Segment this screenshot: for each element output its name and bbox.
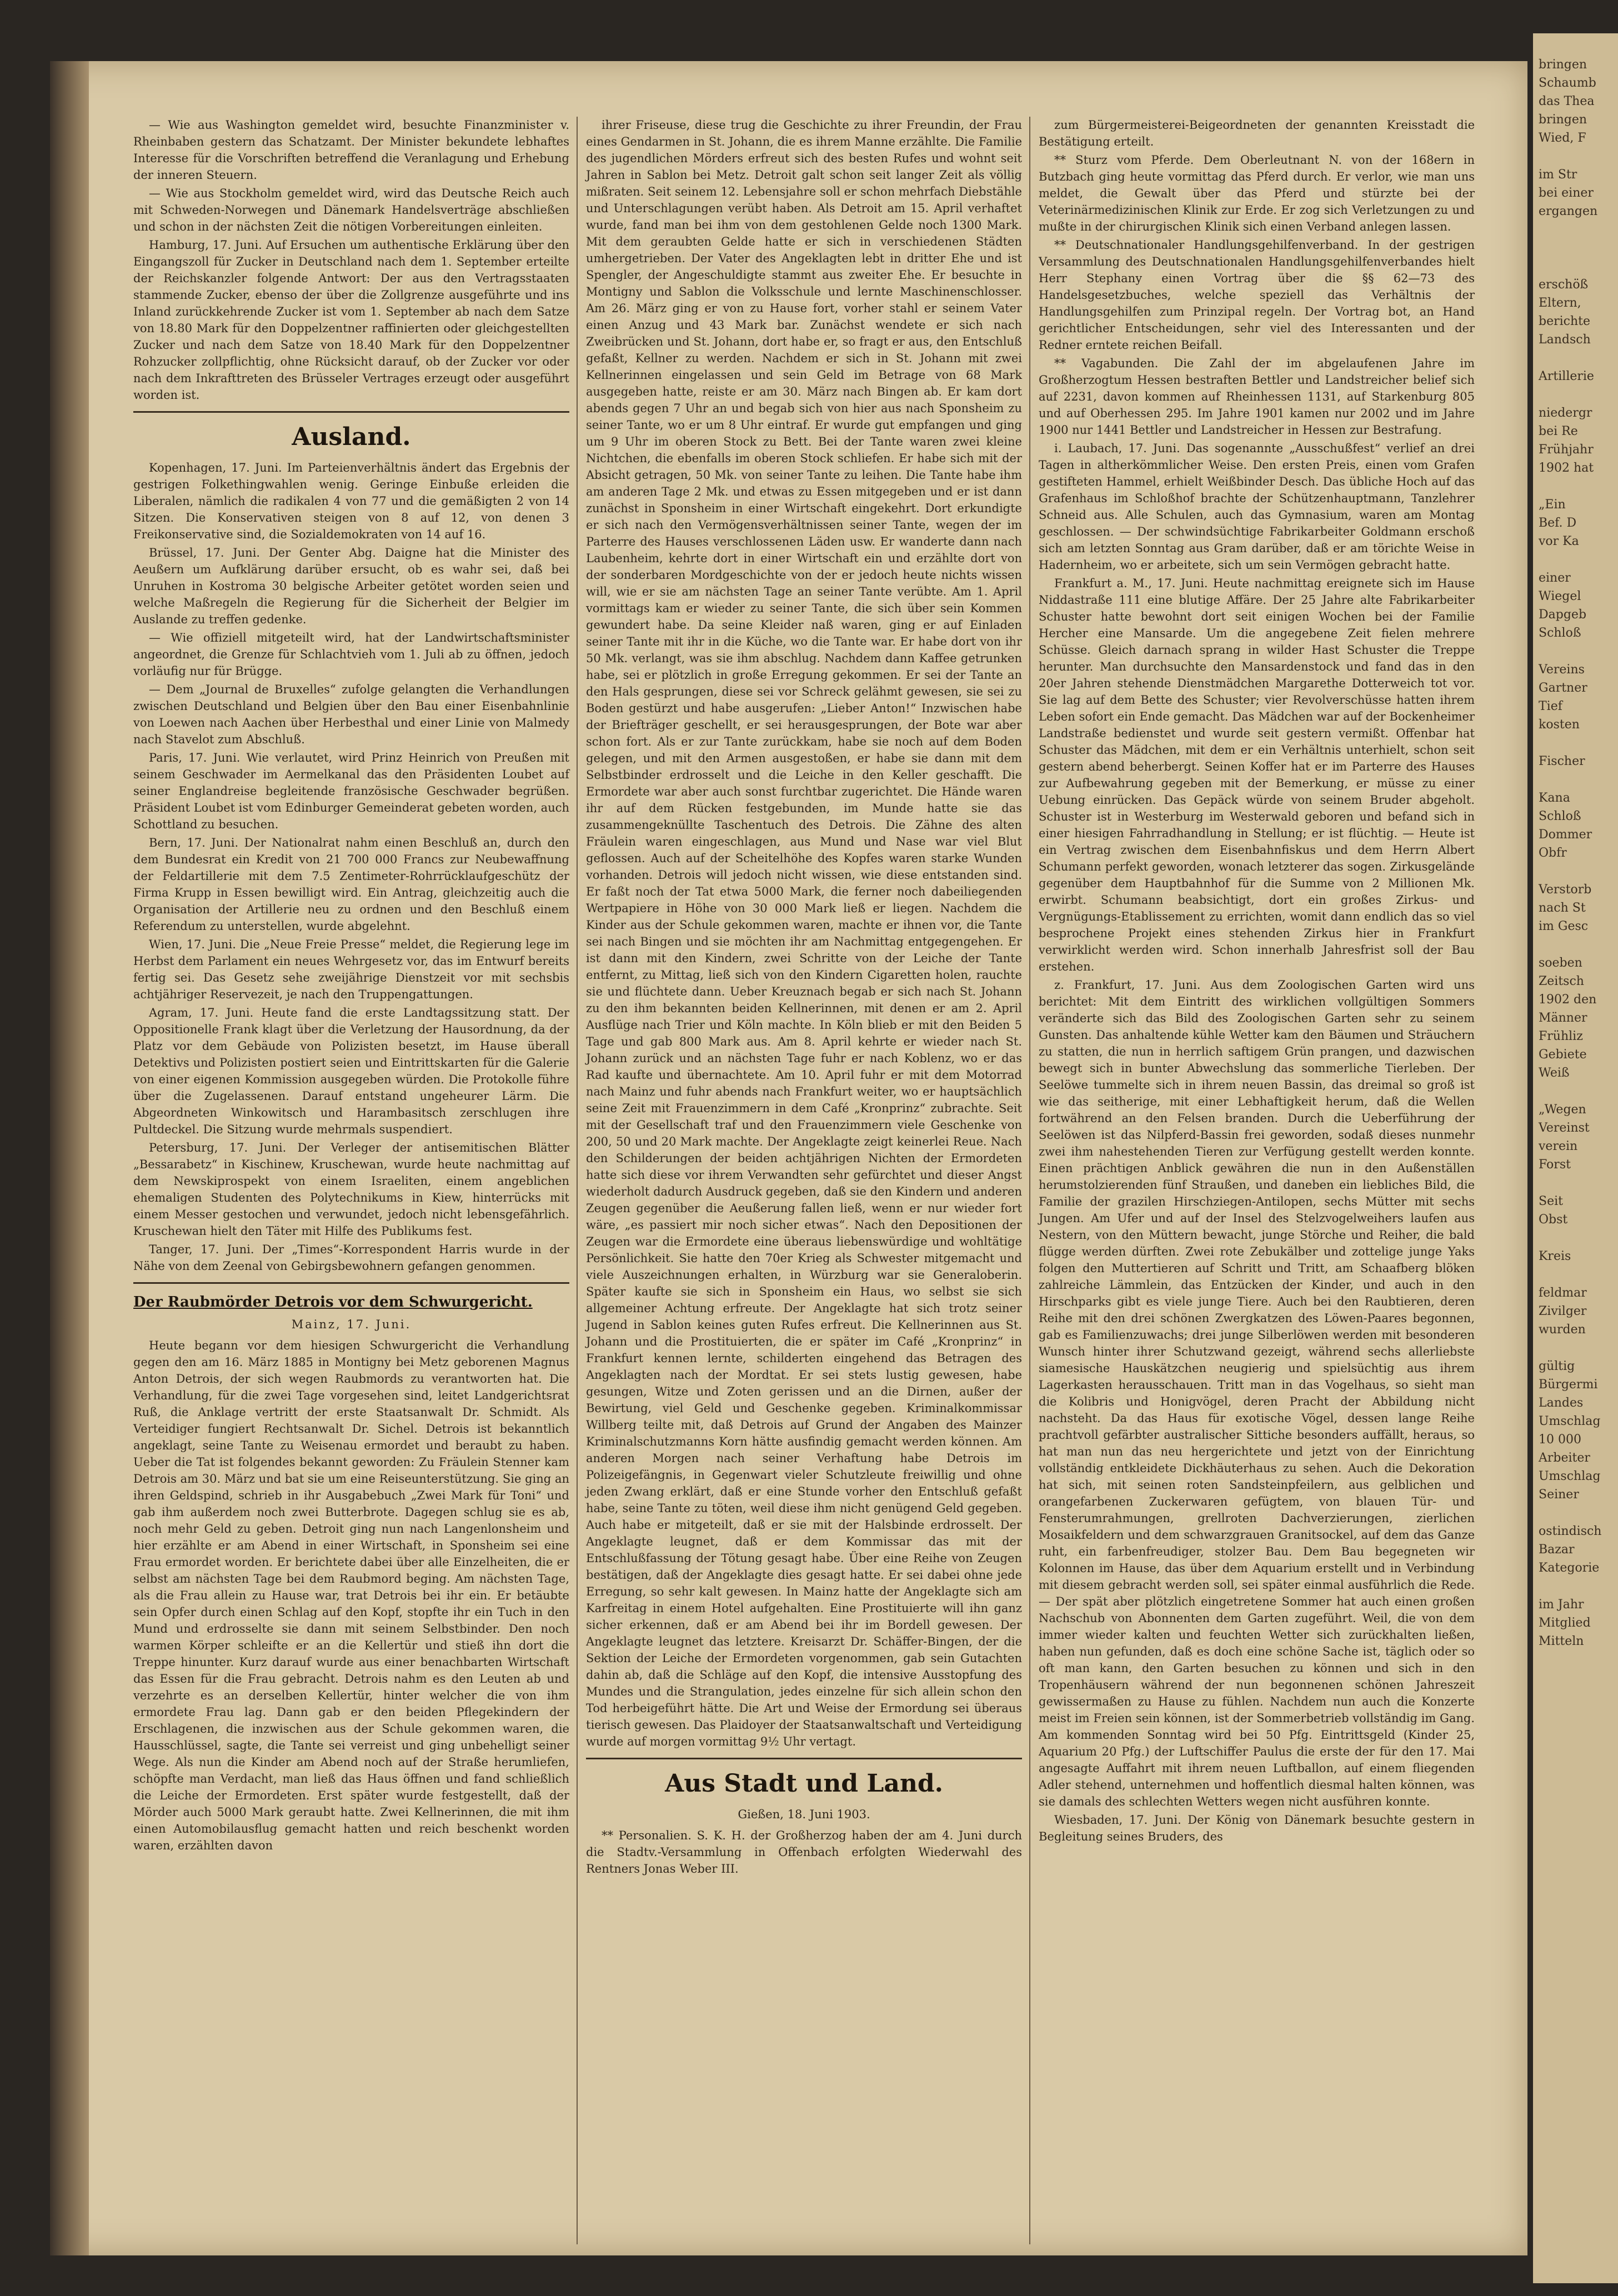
ausland-paragraph: — Wie offiziell mitgeteilt wird, hat der Landwirtschaftsminister angeordnet, die Grenze für Schlachtvieh vom 1. Juli ab zu öffnen, jedoch vorläufig nur für Brügge.: [133, 631, 569, 678]
adjacent-page-fragment: 10 000: [1539, 1433, 1581, 1447]
adjacent-page-fragment: Landes: [1539, 1396, 1584, 1410]
adjacent-page-fragment: Kreis: [1539, 1249, 1571, 1263]
adjacent-page-fragment: ostindisch: [1539, 1524, 1602, 1538]
ausland-paragraph: Kopenhagen, 17. Juni. Im Parteienverhältnis ändert das Ergebnis der gestrigen Folkethingwahlen wenig. Geringe Einbuße erleiden die Liberalen, nämlich die radikalen 4 von 77 und die gemäßigten 2 von 14 Sitzen. Die Konservativen steigen von 8 auf 12, von denen 3 Freikonservative sind, die Sozialdemokraten von 14 auf 16.: [133, 461, 569, 541]
adjacent-page-fragment: Dommer: [1539, 828, 1592, 842]
adjacent-page-fragment: [1533, 1229, 1618, 1247]
adjacent-page-fragment: [1533, 936, 1618, 954]
adjacent-page-fragment: Mitteln: [1539, 1634, 1584, 1648]
ausland-paragraph: Petersburg, 17. Juni. Der Verleger der antisemitischen Blätter „Bessarabetz“ in Kischinew, Kruschewan, wurde heute nachmittag auf dem Newskiprospekt von einem Israeliten, einem angeblichen ehemaligen Studenten des Polytechnikums in Kiew, hinterrücks mit einem Messer gestochen und verwundet, jedoch nicht lebensgefährlich. Kruschewan hielt den Täter mit Hilfe des Publikums fest.: [133, 1141, 569, 1238]
article-paragraph: ihrer Friseuse, diese trug die Geschichte zu ihrer Freundin, der Frau eines Gendarmen in St. Johann, die es ihrem Manne erzählte. Die Familie des jugendlichen Mörders erfreut sich des besten Rufes und wohnt seit Jahren in Sablon bei Metz. Detroit galt schon seit langer Zeit als völlig mißraten. Seit seinem 12. Lebensjahre soll er schon mehrfach Diebstähle und Unterschlagungen verübt haben. Als Detroit am 15. April verhaftet wurde, fand man bei ihm von dem gestohlenen Gelde noch 1300 Mark. Mit dem geraubten Gelde hatte er sich in verschiedenen Städten umhergetrieben. Der Vater des Angeklagten lebt in dritter Ehe und ist Spengler, der Angeschuldigte stammt aus zweiter Ehe. Er besuchte in Montigny und Sablon die Volksschule und lernte Maschinenschlosser. Am 26. März ging er von zu Hause fort, vorher stahl er seinem Vater einen Anzug und 43 Mark bar. Zunächst wendete er sich nach Zweibrücken und St. Johann, dort habe er, so fragt er aus, den Entschluß gefaßt, Kellner zu werden. Nachdem er sich in St. Johann mit zwei Kellnerinnen eingelassen und sein Geld im Betrage von 68 Mark ausgegeben hatte, reiste er am 30. März nach Bingen ab. Er kam dort abends gegen 7 Uhr an und begab sich von hier aus nach Sponsheim zu seiner Tante, wo er um 8 Uhr eintraf. Er wurde gut empfangen und ging um 9 Uhr im oberen Stock zu Bett. Bei der Tante waren zwei kleine Nichtchen, die ebenfalls im oberen Stock schliefen. Er habe sich mit der Absicht getragen, 50 Mk. von seiner Tante zu leihen. Die Tante habe ihm am anderen Tage 2 Mk. und etwas zu Essen mitgegeben und er ist dann zunächst in Sponsheim in einer Wirtschaft eingekehrt. Dort erkundigte er sich nach den Vermögensverhältnissen seiner Tante, wegen der im Parterre des Hauses verschlossenen Läden usw. Er wanderte dann nach Laubenheim, kehrte dort in einer Wirtschaft ein und erzählte dort von der sonderbaren Mordgeschichte von der er jedoch heute nichts wissen will, wie er sie am nächsten Tage an seiner Tante verübte. Am 1. April vormittags kam er wieder zu seiner Tante, die sich über sein Kommen gewundert habe. Da seine Kleider naß waren, ging er auf Einladen seiner Tante mit ihr in die Küche, wo die Tante war. Er habe dort von ihr 50 Mk. verlangt, was sie ihm abschlug. Nachdem dann Kaffee getrunken habe, sei er plötzlich in große Erregung gekommen. Er sei der Tante an den Hals gesprungen, diese sei vor Schreck gelähmt gewesen, sie sei zu Boden gestürzt und habe ausgerufen: „Lieber Anton!“ Inzwischen habe der Briefträger geschellt, er sei herausgesprungen, der Bote war aber schon fort. Als er zur Tante zurückkam, habe sie noch auf dem Boden gelegen, und mit den Armen ausgestoßen, er habe sie dann mit dem Selbstbinder erdrosselt und die Leiche in den Keller geschafft. Die Ermordete war aber auch sonst furchtbar zugerichtet. Die Hände waren ihr auf dem Rücken festgebunden, im Munde hatte sie das zusammengeknüllte Taschentuch des Detrois. Die Zähne des alten Fräulein waren eingeschlagen, aus Mund und Nase war viel Blut geflossen. Auch auf der Scheitelhöhe des Kopfes waren starke Wunden vorhanden. Detrois will jedoch nicht wissen, wie diese entstanden sind. Er faßt noch der Tat etwa 5000 Mark, die ferner noch dabeiliegenden Wertpapiere in Höhe von 30 000 Mark ließ er liegen. Nachdem die Kinder aus der Schule gekommen waren, machte er ihnen vor, die Tante sei nach Bingen und sie möchten ihr am Nachmittag entgegengehen. Er ist dann mit den Kindern, zwei Schritte von der Leiche der Tante entfernt, zu Mittag, ließ sich von den Kindern Cigaretten holen, rauchte sie und flüchtete dann. Ueber Kreuznach begab er sich nach St. Johann zu den ihm bekannten beiden Kellnerinnen, mit denen er am 2. April Ausflüge nach Trier und Köln machte. In Köln blieb er mit den Beiden 5 Tage und gab 800 Mark aus. Am 8. April kehrte er wieder nach St. Johann zurück und an nächsten Tage fuhr er nach Koblenz, wo er das Rad kaufte und übernachtete. Am 10. April fuhr er mit dem Motorrad nach Mainz und fuhr abends nach Frankfurt weiter, wo er hauptsächlich seine Zeit mit Frauenzimmern in dem Café „Kronprinz“ zubrachte. Seit mit der Gesellschaft traf und den Frauenzimmern viele Geschenke von 200, 50 und 20 Mark machte. Der Angeklagte zeigt keinerlei Reue. Nach den Schilderungen der beiden achtjährigen Nichten der Ermordeten hatte sich diese vor ihrem Verwandten sehr gefürchtet und dieser Angst wiederholt dadurch Ausdruck gegeben, daß sie den Kindern und anderen Zeugen gegenüber die Aeußerung fallen ließ, wenn er nur wieder fort wäre, „es passiert mir noch sicher etwas“. Nach den Depositionen der Zeugen war die Ermordete eine überaus liebenswürdige und wohltätige Persönlichkeit. Sie hatte den 70er Krieg als Schwester mitgemacht und viele Auszeichnungen erhalten, in Würzburg war sie Generaloberin. Später kaufte sie sich in Sponsheim ein Haus, wo selbst sie sich allgemeiner Achtung erfreute. Der Angeklagte hat sich trotz seiner Jugend in Sablon keines guten Rufes erfreut. Die Kellnerinnen aus St. Johann und die Prostituierten, die er später im Café „Kronprinz“ in Frankfurt kennen lernte, schilderten eingehend das Betragen des Angeklagten nach der Mordtat. Er sei stets lustig gewesen, habe gesungen, Witze und Zoten gerissen und an die Dirnen, außer der Bewirtung, viel Geld und Geschenke gegeben. Kriminalkommissar Willberg teilte mit, daß Detrois auf Grund der Angaben des Mainzer Kriminalschutzmanns Korn hätte ausfindig gemacht werden können. Am anderen Morgen nach seiner Verhaftung habe Detrois im Polizeigefängnis, in Gegenwart vieler Schutzleute freiwillig und ohne jeden Zwang erklärt, daß er eine Stunde vorher den Entschluß gefaßt habe, seine Tante zu töten, weil diese ihm nicht genügend Geld gegeben. Auch habe er mitgeteilt, daß er sie mit der Halsbinde erdrosselt. Der Angeklagte leugnet, daß er dem Kommissar das mit der Entschlußfassung der Tötung gesagt habe. Über eine Reihe von Zeugen bestätigen, daß der Angeklagte dies gesagt hatte. Er sei dabei ohne jede Erregung, so sehr kalt gewesen. In Mainz hatte der Angeklagte sich am Karfreitag in einem Hotel aufgehalten. Eine Prostituierte will ihn ganz sicher erkennen, daß er am Abend bei ihr im Bordell gewesen. Der Angeklagte leugnet das letztere. Kreisarzt Dr. Schäffer-Bingen, der die Sektion der Leiche der Ermordeten vorgenommen, gab sein Gutachten dahin ab, daß die Schläge auf den Kopf, die intensive Ausstopfung des Mundes und die Strangulation, jedes einzelne für sich allein schon den Tod herbeigeführt hätte. Die Art und Weise der Ermordung sei überaus tierisch gewesen. Das Plaidoyer der Staatsanwaltschaft und Verteidigung wurde auf morgen vormittag 9½ Uhr vertagt.: [586, 118, 1022, 1748]
local-paragraph: ** Sturz vom Pferde. Dem Oberleutnant N. von der 168ern in Butzbach ging heute vormittag das Pferd durch. Er verlor, wie man uns meldet, die Gewalt über das Pferd und stürzte bei der Veterinärmedizinischen Klinik zur Erde. Er zog sich Verletzungen zu und mußte in der chirurgischen Klinik sich einen Verband anlegen lassen.: [1039, 153, 1475, 233]
adjacent-page-fragment: Vereinst: [1539, 1121, 1590, 1135]
adjacent-page-fragment: Obst: [1539, 1213, 1568, 1227]
adjacent-page-fragment: feldmar: [1539, 1286, 1587, 1300]
adjacent-page-fragment: [1533, 862, 1618, 881]
ausland-section: [133, 459, 569, 1274]
adjacent-page-fragment: bei Re: [1539, 424, 1578, 438]
adjacent-page-fragment: Wied, F: [1539, 131, 1586, 145]
adjacent-page-fragment: Weiß: [1539, 1066, 1570, 1080]
ausland-heading: Ausland.: [292, 423, 411, 451]
ausland-paragraph: Wien, 17. Juni. Die „Neue Freie Presse“ meldet, die Regierung lege im Herbst dem Parlament ein neues Wehrgesetz vor, das im Entwurf bereits fertig sei. Das Gesetz sehe zweijährige Dienstzeit vor mit sechsbis achtjähriger Reservezeit, je nach den Truppengattungen.: [133, 938, 569, 1001]
ausland-paragraph: Bern, 17. Juni. Der Nationalrat nahm einen Beschluß an, durch den dem Bundesrat ein Kredit von 21 700 000 Francs zur Neubewaffnung der Feldartillerie mit dem 7.5 Zentimeter-Rohrrücklaufgeschütz der Firma Krupp in Essen bewilligt wird. Ein Antrag, gleichzeitig auch die Organisation der Artillerie neu zu ordnen und den Beschluß einem Referendum zu unterstellen, wurde abgelehnt.: [133, 836, 569, 933]
ausland-paragraph: Paris, 17. Juni. Wie verlautet, wird Prinz Heinrich von Preußen mit seinem Geschwader im Aermelkanal das den Präsidenten Loubet auf seiner Englandreise begleitende französische Geschwader begrüßen. Präsident Loubet ist vom Edinburger Gemeinderat gebeten worden, auch Schottland zu besuchen.: [133, 751, 569, 831]
column-1-top-news: [133, 117, 569, 403]
local-paragraph: Frankfurt a. M., 17. Juni. Heute nachmittag ereignete sich im Hause Niddastraße 111 eine blutige Affäre. Der 25 Jahre alte Fabrikarbeiter Schuster hatte bewohnt dort seit einigen Wochen bei der Familie Hercher eine Mansarde. Um die angegebene Zeit fielen mehrere Schüsse. Gleich darnach sprang in wilder Hast Schuster die Treppe herunter. Man durchsuchte den Mansardenstock und fand das in den 20er Jahren stehende Dienstmädchen Margarethe Dotterweich tot vor. Sie lag auf dem Bette des Schuster; vier Revolverschüsse hatten ihrem Leben sofort ein Ende gemacht. Das Mädchen war auf der Bockenheimer Landstraße bedienstet und wurde seit gestern vermißt. Offenbar hat Schuster das Mädchen, mit dem er ein Verhältnis unterhielt, schon seit gestern abend beherbergt. Seinen Koffer hat er im Parterre des Hauses zur Aufbewahrung gegeben mit der Bemerkung, er müsse zu einer Uebung einrücken. Das Gepäck würde von seinem Bruder abgeholt. Schuster ist in Westerburg im Westerwald geboren und befand sich in einer hiesigen Fahrradhandlung in Stellung; er ist flüchtig. — Heute ist ein Vertrag zwischen dem Eisenbahnfiskus und dem Herrn Albert Schumann perfekt geworden, wonach letzterer das sogen. Zirkusgelände gegenüber dem Hauptbahnhof für die Summe von 2 Millionen Mk. erwirbt. Schumann beabsichtigt, dort ein großes Zirkus- und Vergnügungs-Etablissement zu errichten, womit dann endlich das so viel besprochene Projekt eines stehenden Zirkus hier in Frankfurt verwirklicht werden wird. Schon innerhalb Jahresfrist soll der Bau erstehen.: [1039, 577, 1475, 973]
adjacent-page-fragment: bringen: [1539, 58, 1587, 72]
adjacent-page-text: [1533, 33, 1618, 1650]
news-paragraph: — Wie aus Washington gemeldet wird, besuchte Finanzminister v. Rheinbaben gestern das Schatzamt. Der Minister bekundete lebhaftes Interesse für die Vorschriften betreffend die Veranlagung und Erhebung der inneren Steuern.: [133, 118, 569, 182]
adjacent-page-fragment: vor Ka: [1539, 534, 1579, 548]
stadt-und-land-section: [586, 1827, 1022, 1877]
section-rule: [133, 411, 569, 413]
adjacent-page-fragment: im Jahr: [1539, 1598, 1584, 1612]
adjacent-page-fragment: soeben: [1539, 956, 1582, 970]
adjacent-page-fragment: [1533, 1265, 1618, 1284]
adjacent-page-fragment: [1533, 477, 1618, 496]
adjacent-page-fragment: Kana: [1539, 791, 1570, 805]
adjacent-page-fragment: das Thea: [1539, 94, 1595, 108]
adjacent-page-fragment: Fischer: [1539, 754, 1585, 768]
adjacent-page-fragment: [1533, 1339, 1618, 1357]
adjacent-page-fragment: bringen: [1539, 113, 1587, 127]
adjacent-page-fragment: Schloß: [1539, 809, 1581, 823]
adjacent-page-fragment: im Str: [1539, 168, 1577, 182]
adjacent-page-fragment: [1533, 771, 1618, 789]
adjacent-page-fragment: Seit: [1539, 1194, 1563, 1208]
column-divider-2: [1029, 117, 1030, 2244]
news-paragraph: Hamburg, 17. Juni. Auf Ersuchen um authentische Erklärung über den Eingangszoll für Zucker in Deutschland nach dem 1. September erteilte der Reichskanzler folgende Antwort: Der aus den Vertragsstaaten stammende Zucker, ebenso der über die Zollgrenze ausgeführte und ins Inland zurückkehrende Zucker ist vom 1. September ab nach dem Satze von 18.80 Mark für den Doppelzentner raffinierten oder gleichgestellten Zucker und nach dem Satze von 18.40 Mark für den Doppelzentner Rohzucker zollpflichtig, ohne Rücksicht darauf, ob der Zucker vor oder nach dem Inkrafttreten des Brüsseler Vertrages erzeugt oder ausgeführt worden ist.: [133, 238, 569, 402]
adjacent-page-fragment: Bürgermi: [1539, 1378, 1598, 1392]
raubmoerder-heading: Der Raubmörder Detrois vor dem Schwurgericht.: [133, 1294, 533, 1310]
adjacent-page-fragment: [1533, 386, 1618, 404]
local-paragraph: Wiesbaden, 17. Juni. Der König von Dänemark besuchte gestern in Begleitung seines Bruders, des: [1039, 1813, 1475, 1843]
adjacent-page-fragment: Gartner: [1539, 681, 1587, 695]
adjacent-page-fragment: [1533, 1577, 1618, 1595]
ausland-paragraph: Brüssel, 17. Juni. Der Genter Abg. Daigne hat die Minister des Aeußern um Aufklärung darüber ersucht, ob es wahr sei, daß bei Unruhen in Kostroma 30 belgische Arbeiter getötet worden seien und welche Maßregeln die Regierung für die Sicherheit der Belgier im Auslande zu treffen gedenke.: [133, 546, 569, 626]
ausland-paragraph: — Dem „Journal de Bruxelles“ zufolge gelangten die Verhandlungen zwischen Deutschland und Belgien über den Bau einer Eisenbahnlinie von Loewen nach Aachen über Herbesthal und einer Linie von Malmedy nach Stavelot zum Abschluß.: [133, 683, 569, 746]
adjacent-page-fragment: [1533, 257, 1618, 276]
ausland-paragraph: Tanger, 17. Juni. Der „Times“-Korrespondent Harris wurde in der Nähe von dem Zeenal von Gebirgsbewohnern gefangen genommen.: [133, 1243, 569, 1273]
adjacent-page-fragment: [1533, 239, 1618, 257]
adjacent-page-fragment: Landsch: [1539, 333, 1591, 347]
adjacent-page-fragment: [1533, 642, 1618, 661]
article-paragraph: Heute begann vor dem hiesigen Schwurgericht die Verhandlung gegen den am 16. März 1885 in Montigny bei Metz geborenen Magnus Anton Detrois, der sich wegen Raubmords zu verantworten hat. Die Verhandlung, für die zwei Tage vorgesehen sind, leitet Landgerichtsrat Ruß, die Anklage vertritt der erste Staatsanwalt Dr. Schmidt. Als Verteidiger fungiert Rechtsanwalt Dr. Sichel. Detrois ist bekanntlich angeklagt, seine Tante zu Weisenau ermordet und beraubt zu haben. Ueber die Tat ist folgendes bekannt geworden: Zu Fräulein Stenner kam Detrois am 30. März und bat sie um eine Reiseunterstützung. Sie ging an ihren Geldspind, schrieb in ihr Ausgabebuch „Zwei Mark für Toni“ und gab ihm außerdem noch zwei Butterbrote. Dagegen schlug sie es ab, noch mehr Geld zu geben. Detroit ging nun nach Langenlonsheim und hier erzählte er am Abend in einer Wirtschaft, in Sponsheim sei eine Frau ermordet worden. Er berichtete dabei über alle Einzelheiten, die er selbst am nächsten Tage bei dem Raubmord beging. Am nächsten Tage, als die Frau allein zu Hause war, trat Detrois bei ihr ein. Er betäubte sein Opfer durch einen Schlag auf den Kopf, stopfte ihr ein Tuch in den Mund und erdrosselte sie dann mit seinem Selbstbinder. Den noch warmen Körper schleifte er an die Kellertür und stieß ihn dort die Treppe hinunter. Kurz darauf wurde aus einer benachbarten Wirtschaft das Essen für die Frau gebracht. Detrois nahm es den Leuten ab und verzehrte es an derselben Kellertür, hinter welcher die von ihm ermordete Frau lag. Dann gab er den beiden Pflegekindern der Erschlagenen, die inzwischen aus der Schule gekommen waren, die Hausschlüssel, sagte, die Tante sei verreist und ging unbehelligt seiner Wege. Als nun die Kinder am Abend noch auf der Straße herumliefen, schöpfte man Verdacht, man ließ das Haus öffnen und fand schließlich die Leiche der Ermordeten. Erst später wurde festgestellt, daß der Mörder auch 5000 Mark geraubt hatte. Zwei Kellnerinnen, die mit ihm einen Automobilausflug gemacht hatten und reich beschenkt worden waren, erzählten davon: [133, 1339, 569, 1852]
adjacent-page-edge: [1533, 33, 1618, 2283]
local-paragraph: zum Bürgermeisterei-Beigeordneten der genannten Kreisstadt die Bestätigung erteilt.: [1039, 118, 1475, 148]
adjacent-page-fragment: 1902 hat: [1539, 461, 1594, 475]
adjacent-page-fragment: kosten: [1539, 718, 1580, 732]
adjacent-page-fragment: [1533, 221, 1618, 239]
adjacent-page-fragment: 1902 den: [1539, 993, 1597, 1007]
column-1: [133, 117, 569, 1855]
adjacent-page-fragment: Vereins: [1539, 663, 1585, 677]
stadt-und-land-heading: Aus Stadt und Land.: [665, 1769, 943, 1798]
column-2: [586, 117, 1022, 1879]
book-binding-shadow: [50, 61, 89, 2255]
adjacent-page-fragment: erschöß: [1539, 278, 1589, 292]
adjacent-page-fragment: niedergr: [1539, 406, 1592, 420]
adjacent-page-fragment: Artillerie: [1539, 369, 1594, 383]
adjacent-page-fragment: Tief: [1539, 699, 1562, 713]
adjacent-page-fragment: Verstorb: [1539, 883, 1592, 897]
adjacent-page-fragment: [1533, 734, 1618, 752]
adjacent-page-fragment: [1533, 1174, 1618, 1192]
adjacent-page-fragment: Gebiete: [1539, 1048, 1587, 1062]
adjacent-page-fragment: Mitglied: [1539, 1616, 1591, 1630]
adjacent-page-fragment: Frühliz: [1539, 1029, 1583, 1043]
adjacent-page-fragment: Umschlag: [1539, 1414, 1601, 1428]
column-3: [1039, 117, 1475, 1847]
adjacent-page-fragment: Wiegel: [1539, 589, 1581, 603]
adjacent-page-fragment: Dapgeb: [1539, 608, 1587, 622]
adjacent-page-fragment: Männer: [1539, 1011, 1587, 1025]
newspaper-page: [50, 61, 1527, 2255]
section-rule: [586, 1758, 1022, 1759]
adjacent-page-fragment: [1533, 147, 1618, 166]
column-divider-1: [577, 117, 578, 2244]
adjacent-page-fragment: Bef. D: [1539, 516, 1577, 530]
local-paragraph: z. Frankfurt, 17. Juni. Aus dem Zoologischen Garten wird uns berichtet: Mit dem Eintritt des wirklichen vollgültigen Sommers veränderte sich das Bild des Zoologischen Garten sehr zu seinem Gunsten. Das anhaltende kühle Wetter kam den Bäumen und Sträuchern zu statten, die nun in herrlich saftigem Grün prangen, und dazwischen bewegt sich in bunter Abwechslung das sommerliche Tierleben. Der Seelöwe tummelte sich in ihrem neuen Bassin, das dreimal so groß ist wie das seitherige, mit einer Lebhaftigkeit herum, daß die Wellen fortwährend an den Felsen branden. Durch die Ueberführung der Seelöwen ist das Nilpferd-Bassin frei geworden, sodaß dieses nunmehr zwei ihm nahestehenden Tieren zur Verfügung gestellt werden konnte. Einen prächtigen Anblick gewähren die nun in den Außenställen herumstolzierenden fünf Straußen, und daneben ein liebliches Bild, die Familie der grazilen Hirschziegen-Antilopen, sechs Mütter mit sechs Jungen. Am Ufer und auf der Insel des Stelzvogelweihers laufen aus Nestern, von den Müttern bewacht, junge Störche und Reiher, die bald flügge werden dürften. Zwei rote Zebukälber und zottelige junge Yaks folgen den Muttertieren auf Schritt und Tritt, am Schaafberg blöken zahlreiche Lämmlein, das Entzücken der Kinder, und auch in den Hirschparks gibt es viele junge Tiere. Auch bei den Raubtieren, deren Reihe mit den drei schönen Zwergkatzen des Löwen-Paares begonnen, gab es Familienzuwachs; drei junge Silberlöwen werden mit besonderen Wunsch hinter ihrer Schutzwand gezeigt, während sechs allerliebste siamesische Hauskätzchen neugierig und spielsüchtig aus ihrem Lagerkasten herausschauen. Tritt man in das Vogelhaus, so sieht man die Kolibris und Honigvögel, deren Pracht der Abbildung nicht nachsteht. Da das Haus für exotische Vögel, dessen lange Reihe prachtvoll gefärbter australischer Sittiche besonders auffällt, heraus, so hat man nun das neu hergerichtete und jetzt von der Einrichtung vollständig entkleidete Dickhäuterhaus zu sehen. Auch die Dekoration hat sich, mit seinen roten Sandsteinpfeilern, aus gelblichen und orangefarbenen Zuckerwaren gefügtem, von blauen Tür- und Fensterumrahmungen, grellroten Dachverzierungen, zierlichen Mosaikfeldern und dem schwarzgrauen Granitsockel, auf dem das Ganze ruht, ein farbenfreudiger, stolzer Bau. Dem Bau begegneten wir Kolonnen im Hause, das über dem Aquarium erstellt und in Verbindung mit diesem gebracht werden soll, sei später einmal ausführlich die Rede. — Der spät aber plötzlich eingetretene Sommer hat auch einen großen Nachschub von Abonnenten dem Garten zugeführt. Weil, die von dem immer wieder kalten und feuchten Wetter sich zurückhalten ließen, haben nun gefunden, daß es doch eine schöne Sache ist, täglich oder so oft man kann, den Garten besuchen zu können und sich in den Tropenhäusern während der nun begonnenen schönen Jahreszeit gewissermaßen zu Hause zu fühlen. Nachdem nun auch die Konzerte meist im Freien sein können, ist der Sommerbetrieb vollständig im Gang. Am kommenden Sonntag wird bei 50 Pfg. Eintrittsgeld (Kinder 25, Aquarium 20 Pfg.) der Luftschiffer Paulus die erste der für den 17. Mai angesagte Auffahrt mit ihrem neuen Luftballon, auf einem fliegenden Adler stehend, unternehmen und hoffentlich diesmal halten können, was sie damals des schlechten Wetters wegen nicht ausführen konnte.: [1039, 978, 1475, 1808]
adjacent-page-fragment: einer: [1539, 571, 1571, 585]
adjacent-page-fragment: gültig: [1539, 1359, 1575, 1373]
adjacent-page-fragment: Seiner: [1539, 1488, 1579, 1502]
adjacent-page-fragment: Zivilger: [1539, 1304, 1587, 1318]
adjacent-page-fragment: bei einer: [1539, 186, 1594, 200]
adjacent-page-fragment: „Ein: [1539, 498, 1566, 512]
adjacent-page-fragment: Umschlag: [1539, 1469, 1601, 1483]
local-news-section: [1039, 117, 1475, 1845]
adjacent-page-fragment: ergangen: [1539, 204, 1598, 218]
adjacent-page-fragment: Kategorie: [1539, 1561, 1600, 1575]
adjacent-page-fragment: Frühjahr: [1539, 443, 1594, 457]
adjacent-page-fragment: [1533, 349, 1618, 367]
raubmoerder-dateline: Mainz, 17. Juni.: [291, 1318, 412, 1331]
ausland-paragraph: Agram, 17. Juni. Heute fand die erste Landtagssitzung statt. Der Oppositionelle Frank klagt über die Verletzung der Hausordnung, da der Platz vor dem Gebäude von Polizisten besetzt, im Hause überall Detektivs und Polizisten postiert seien und Eintrittskarten für die Galerie von einer eigenen Kommission ausgegeben würden. Die Protokolle führe über die Zugelassenen. Darauf entstand ungeheurer Lärm. Die Abgeordneten Winkowitsch und Harambasitsch zerschlugen ihre Pultdeckel. Die Sitzung wurde mehrmals suspendiert.: [133, 1006, 569, 1136]
adjacent-page-fragment: nach St: [1539, 901, 1586, 915]
adjacent-page-fragment: Arbeiter: [1539, 1451, 1590, 1465]
local-paragraph: i. Laubach, 17. Juni. Das sogenannte „Ausschußfest“ verlief an drei Tagen in altherkömmlicher Weise. Den ersten Preis, einen vom Grafen gestifteten Hammel, erhielt Weißbinder Desch. Das übliche Hoch auf das Grafenhaus im Schloßhof brachte der Schützenhauptmann, Tanzlehrer Schneid aus. Alle Schulen, auch das Gymnasium, waren am Montag geschlossen. — Der schwindsüchtige Fabrikarbeiter Goldmann erschoß sich am letzten Sonntag aus Gram darüber, daß er am törichte Weise in Hadernheim, wo er arbeitete, sich um sein Vermögen gebracht hatte.: [1039, 442, 1475, 572]
adjacent-page-fragment: berichte: [1539, 314, 1591, 328]
raubmoerder-article-continued: [586, 117, 1022, 1750]
adjacent-page-fragment: im Gesc: [1539, 919, 1589, 933]
local-paragraph: ** Vagabunden. Die Zahl der im abgelaufenen Jahre im Großherzogtum Hessen bestraften Bettler und Landstreicher belief sich auf 2231, davon kommen auf Rheinhessen 1131, auf Starkenburg 805 und auf Oberhessen 295. Im Jahre 1901 kamen nur 2002 und im Jahre 1900 nur 1441 Bettler und Landstreicher in Hessen zur Bestrafung.: [1039, 357, 1475, 437]
stadt-dateline: Gießen, 18. Juni 1903.: [738, 1808, 870, 1821]
adjacent-page-fragment: Zeitsch: [1539, 974, 1584, 988]
adjacent-page-fragment: „Wegen: [1539, 1103, 1586, 1117]
adjacent-page-fragment: [1533, 551, 1618, 569]
adjacent-page-fragment: [1533, 1504, 1618, 1522]
adjacent-page-fragment: [1533, 1082, 1618, 1101]
adjacent-page-fragment: Forst: [1539, 1158, 1571, 1172]
adjacent-page-fragment: Eltern,: [1539, 296, 1581, 310]
adjacent-page-fragment: Schloß: [1539, 626, 1581, 640]
local-paragraph: ** Personalien. S. K. H. der Großherzog haben der am 4. Juni durch die Stadtv.-Versammlung in Offenbach erfolgten Wiederwahl des Rentners Jonas Weber III.: [586, 1829, 1022, 1875]
raubmoerder-article: [133, 1337, 569, 1854]
local-paragraph: ** Deutschnationaler Handlungsgehilfenverband. In der gestrigen Versammlung des Deutschnationalen Handlungsgehilfenverbandes hielt Herr Stephany einen Vortrag über die §§ 62—73 des Handelsgesetzbuches, welche speziell das Verhältnis der Handlungsgehilfen zum Prinzipal regeln. Der Vortrag bot, an Hand gerichtlicher Entscheidungen, sehr viel des Interessanten und der Redner erntete reichen Beifall.: [1039, 238, 1475, 352]
news-paragraph: — Wie aus Stockholm gemeldet wird, wird das Deutsche Reich auch mit Schweden-Norwegen und Dänemark Handelsverträge abschließen und schon in der nächsten Zeit die nötigen Vorbereitungen einleiten.: [133, 187, 569, 233]
adjacent-page-fragment: verein: [1539, 1139, 1578, 1153]
section-rule: [133, 1282, 569, 1284]
adjacent-page-fragment: Bazar: [1539, 1543, 1575, 1557]
adjacent-page-fragment: Schaumb: [1539, 76, 1596, 90]
adjacent-page-fragment: Obfr: [1539, 846, 1567, 860]
adjacent-page-fragment: wurden: [1539, 1323, 1586, 1337]
